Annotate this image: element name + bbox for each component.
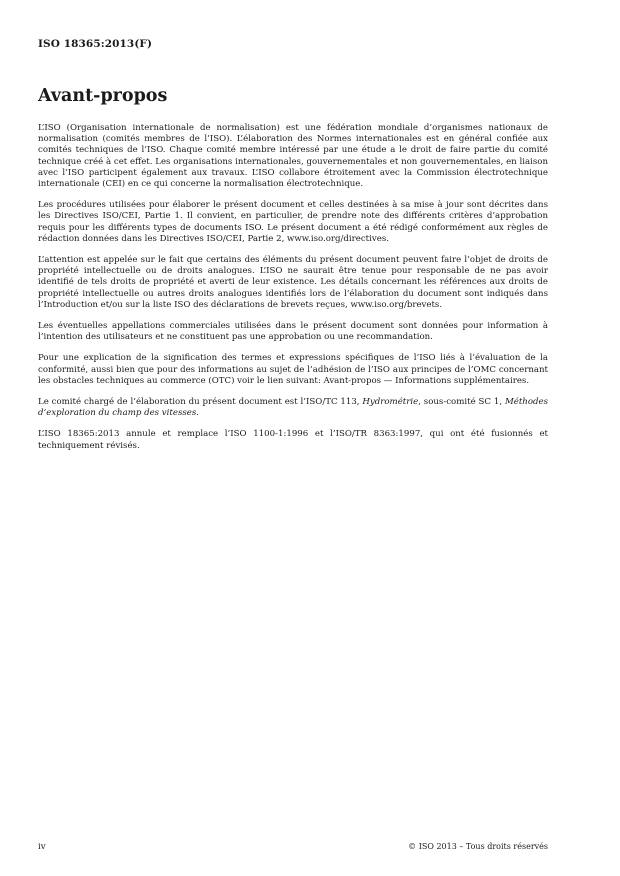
copyright-notice: © ISO 2013 – Tous droits réservés: [408, 842, 548, 851]
page-number: iv: [38, 842, 46, 852]
document-identifier: ISO 18365:2013(F): [38, 38, 153, 50]
paragraph-responsible-committee: [38, 397, 548, 419]
committee-name: Hydrométrie: [362, 397, 419, 408]
paragraph-trade-names: Les éventuelles appellations commerciales utilisées dans le présent document sont données pour information à l’intention des utilisateurs et ne constituent pas une approbation ou une recommandation.: [38, 321, 548, 343]
paragraph-conformity-assessment: Pour une explication de la signification des termes et expressions spécifiques de l’ISO liés à l’évaluation de la conformité, aussi bien que pour des informations au sujet de l’adhésion de l’ISO aux principes de l’OMC concernant les obstacles techniques au commerce (OTC) voir le lien suivant: Avant-propos — Informations supplémentaires.: [38, 353, 548, 386]
paragraph-patent-rights: L’attention est appelée sur le fait que certains des éléments du présent document peuvent faire l’objet de droits de propriété intellectuelle ou de droits analogues. L’ISO ne saurait être tenue pour responsable de ne pas avoir identifié de tels droits de propriété et averti de leur existence. Les détails concernant les références aux droits de propriété intellectuelle ou autres droits analogues identifiés lors de l’élaboration du document sont indiqués dans l’Introduction et/ou sur la liste ISO des déclarations de brevets reçues, www.iso.org/brevets.: [38, 255, 548, 310]
foreword-body: [38, 123, 548, 462]
paragraph-procedures: Les procédures utilisées pour élaborer le présent document et celles destinées à sa mise à jour sont décrites dans les Directives ISO/CEI, Partie 1. Il convient, en particulier, de prendre note des différents critères d’approbation requis pour les différents types de documents ISO. Le présent document a été rédigé conformément aux règles de rédaction données dans les Directives ISO/CEI, Partie 2, www.iso.org/directives.: [38, 200, 548, 244]
section-title: Avant-propos: [38, 86, 168, 106]
committee-text-2: , sous-comité SC 1,: [418, 397, 505, 408]
committee-text-3: .: [196, 408, 200, 419]
subcommittee-name: Méthodes d’exploration du champ des vitesses: [38, 397, 548, 419]
paragraph-revision-note: L’ISO 18365:2013 annule et remplace l’ISO 1100-1:1996 et l’ISO/TR 8363:1997, qui ont été fusionnés et techniquement révisés.: [38, 429, 548, 451]
paragraph-iso-organisation: L’ISO (Organisation internationale de normalisation) est une fédération mondiale d’organismes nationaux de normalisation (comités membres de l’ISO). L’élaboration des Normes internationales est en général confiée aux comités techniques de l’ISO. Chaque comité membre intéressé par une étude a le droit de faire partie du comité technique créé à cet effet. Les organisations internationales, gouvernementales et non gouvernementales, en liaison avec l’ISO participent également aux travaux. L’ISO collabore étroitement avec la Commission électrotechnique internationale (CEI) en ce qui concerne la normalisation électrotechnique.: [38, 123, 548, 190]
committee-text-1: Le comité chargé de l’élaboration du présent document est l’ISO/TC 113,: [38, 397, 363, 408]
